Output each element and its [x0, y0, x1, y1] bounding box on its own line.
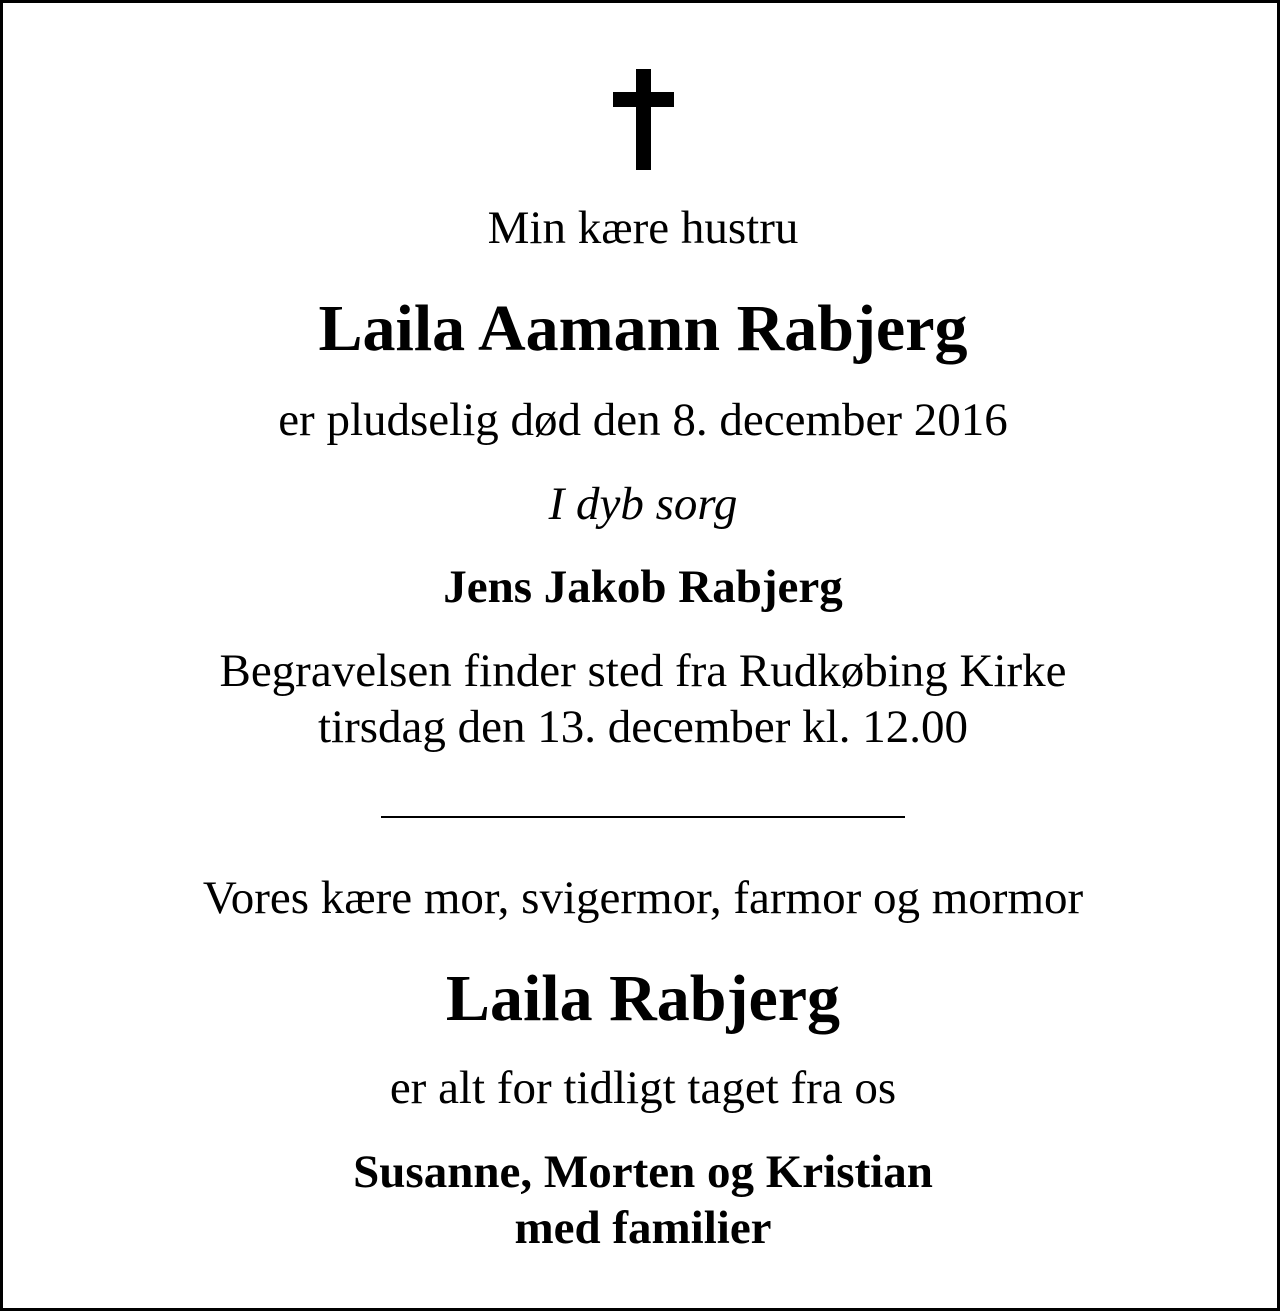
- second-notice-intro: Vores kære mor, svigermor, farmor og mormor: [202, 872, 1084, 924]
- second-notice-signer-line-2: med familier: [514, 1202, 772, 1254]
- first-notice-signer: Jens Jakob Rabjerg: [443, 561, 843, 613]
- cross-horizontal-bar: [613, 92, 674, 107]
- second-notice-signer-line-1: Susanne, Morten og Kristian: [353, 1146, 933, 1198]
- second-notice-deceased-name: Laila Rabjerg: [445, 962, 841, 1035]
- cross-icon: [613, 69, 674, 170]
- funeral-info-line-2: tirsdag den 13. december kl. 12.00: [318, 701, 968, 753]
- first-notice-mourning: I dyb sorg: [548, 478, 738, 530]
- first-notice-death-line: er pludselig død den 8. december 2016: [278, 394, 1008, 446]
- cross-vertical-bar: [636, 69, 651, 170]
- second-notice-passed-line: er alt for tidligt taget fra os: [389, 1062, 897, 1114]
- funeral-info-line-1: Begravelsen finder sted fra Rudkøbing Kirke: [219, 645, 1067, 697]
- first-notice-deceased-name: Laila Aamann Rabjerg: [318, 292, 968, 365]
- first-notice-intro: Min kære hustru: [487, 202, 799, 254]
- section-divider: [381, 816, 905, 818]
